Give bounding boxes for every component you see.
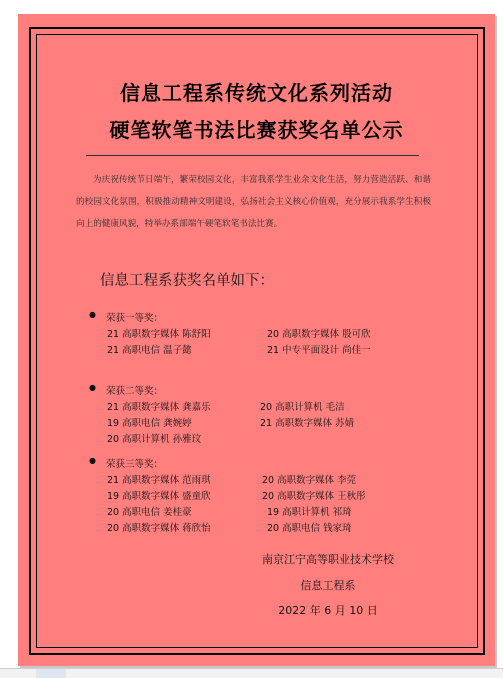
document-page xyxy=(18,14,495,666)
winner-entry: 21 高职数字媒体 苏婧 xyxy=(260,418,355,429)
winner-entry: 20 高职数字媒体 殷可欣 xyxy=(267,329,371,340)
winner-entry: 19 高职数字媒体 盛童欣 xyxy=(107,491,211,502)
winner-entry: 19 高职电信 龚婉婷 xyxy=(107,418,192,429)
divider-line xyxy=(86,155,419,156)
award-label: 荣获二等奖： xyxy=(106,386,164,397)
title-line-1: 信息工程系传统文化系列活动 xyxy=(120,81,393,105)
winner-entry: 20 高职数字媒体 蒋欣怡 xyxy=(107,523,211,534)
winner-entry: 21 高职数字媒体 陈舒阳 xyxy=(107,329,211,340)
winner-entry: 21 高职电信 温子懿 xyxy=(107,345,192,356)
bullet-icon: ● xyxy=(89,310,96,319)
signature-date: 2022 年 6 月 10 日 xyxy=(278,604,378,617)
winner-entry: 20 高职电信 姜桂豪 xyxy=(107,507,192,518)
winner-entry: 20 高职数字媒体 李莞 xyxy=(262,475,357,486)
winner-entry: 19 高职计算机 祁琦 xyxy=(267,507,352,518)
award-label: 荣获一等奖： xyxy=(106,313,164,324)
winner-entry: 21 高职数字媒体 范雨琪 xyxy=(107,475,211,486)
winner-entry: 20 高职电信 钱家琦 xyxy=(267,523,352,534)
bullet-icon: ● xyxy=(89,456,96,465)
signature-school: 南京江宁高等职业技术学校 xyxy=(262,553,394,566)
winner-entry: 21 中专平面设计 尚佳一 xyxy=(267,345,371,356)
winner-entry: 20 高职数字媒体 王秋彤 xyxy=(262,491,366,502)
winner-entry: 20 高职计算机 毛洁 xyxy=(260,402,345,413)
title-line-2: 硬笔软笔书法比赛获奖名单公示 xyxy=(109,118,404,142)
winners-heading: 信息工程系获奖名单如下： xyxy=(100,273,274,289)
bullet-icon: ● xyxy=(89,383,96,392)
winner-entry: 21 高职数字媒体 龚嘉乐 xyxy=(107,402,211,413)
award-label: 荣获三等奖： xyxy=(106,459,164,470)
winner-entry: 20 高职计算机 孙雅玟 xyxy=(107,434,202,445)
intro-paragraph: 为庆祝传统节日端午，繁荣校园文化，丰富我系学生业余文化生活，努力营造活跃、和谐的校园文化氛围，积极推动精神文明建设，弘扬社会主义核心价值观，充分展示我系学生积极向上的健康风貌，特举办系部端午硬笔软笔书法比赛。 xyxy=(76,175,431,229)
signature-dept: 信息工程系 xyxy=(300,579,356,592)
